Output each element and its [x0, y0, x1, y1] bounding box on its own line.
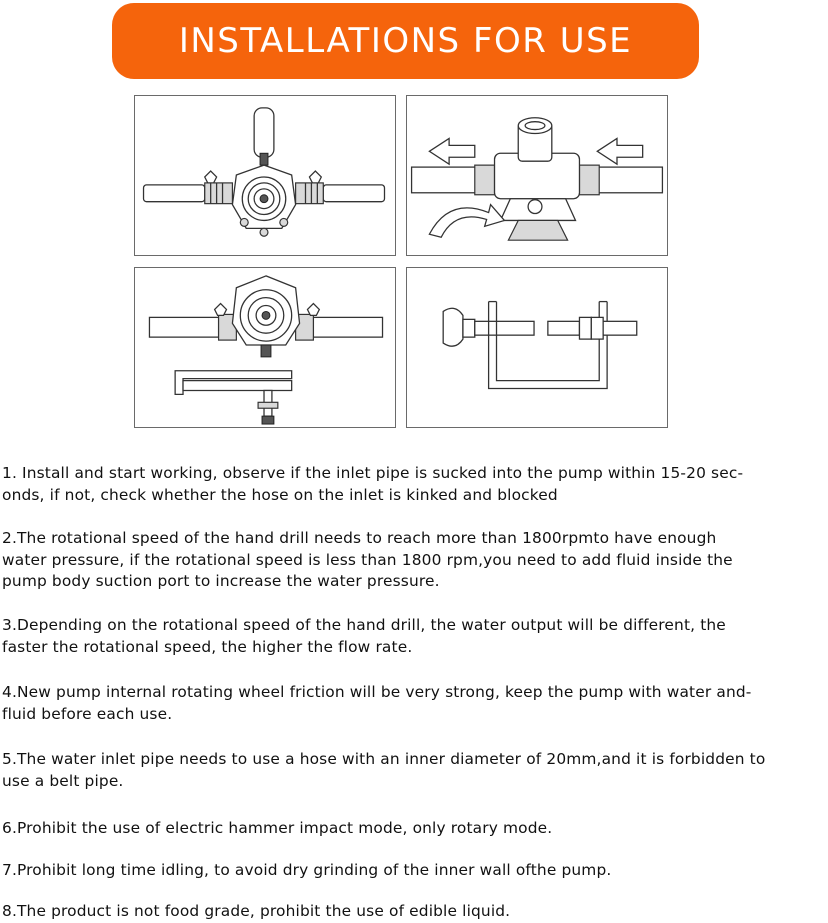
instruction-step-2: 2.The rotational speed of the hand drill needs to reach more than 1800rpmto have enough water pressure, if the rotational speed is less than 1800 rpm,you need to add fluid inside the pump body suction port to increase the water pressure.: [2, 529, 733, 590]
pump-clamp-mount-icon: [135, 268, 395, 427]
figure-pump-clamp-mount: [134, 267, 396, 428]
figure-clamp-bracket: [406, 267, 668, 428]
pump-with-drill-handle-icon: [135, 96, 395, 255]
instruction-step-4: 4.New pump internal rotating wheel friction will be very strong, keep the pump with water and- fluid before each use.: [2, 683, 752, 723]
instruction-step-7: 7.Prohibit long time idling, to avoid dry grinding of the inner wall ofthe pump.: [2, 861, 612, 879]
instruction-step-3: 3.Depending on the rotational speed of the hand drill, the water output will be different, the faster the rotational speed, the higher the flow rate.: [2, 616, 726, 656]
figure-pump-with-handle: [134, 95, 396, 256]
pump-flow-direction-icon: [407, 96, 667, 255]
instruction-step-6: 6.Prohibit the use of electric hammer impact mode, only rotary mode.: [2, 819, 553, 837]
instruction-step-1: 1. Install and start working, observe if the inlet pipe is sucked into the pump within 15-20 sec- onds, if not, check whether the hose on the inlet is kinked and blocked: [2, 464, 744, 504]
instruction-step-8: 8.The product is not food grade, prohibit the use of edible liquid.: [2, 902, 511, 920]
figure-flow-direction: [406, 95, 668, 256]
title-banner: [112, 3, 699, 79]
page-title: INSTALLATIONS FOR USE: [178, 21, 633, 61]
clamp-bracket-icon: [407, 268, 667, 427]
instruction-step-5: 5.The water inlet pipe needs to use a hose with an inner diameter of 20mm,and it is forbidden to use a belt pipe.: [2, 750, 766, 790]
